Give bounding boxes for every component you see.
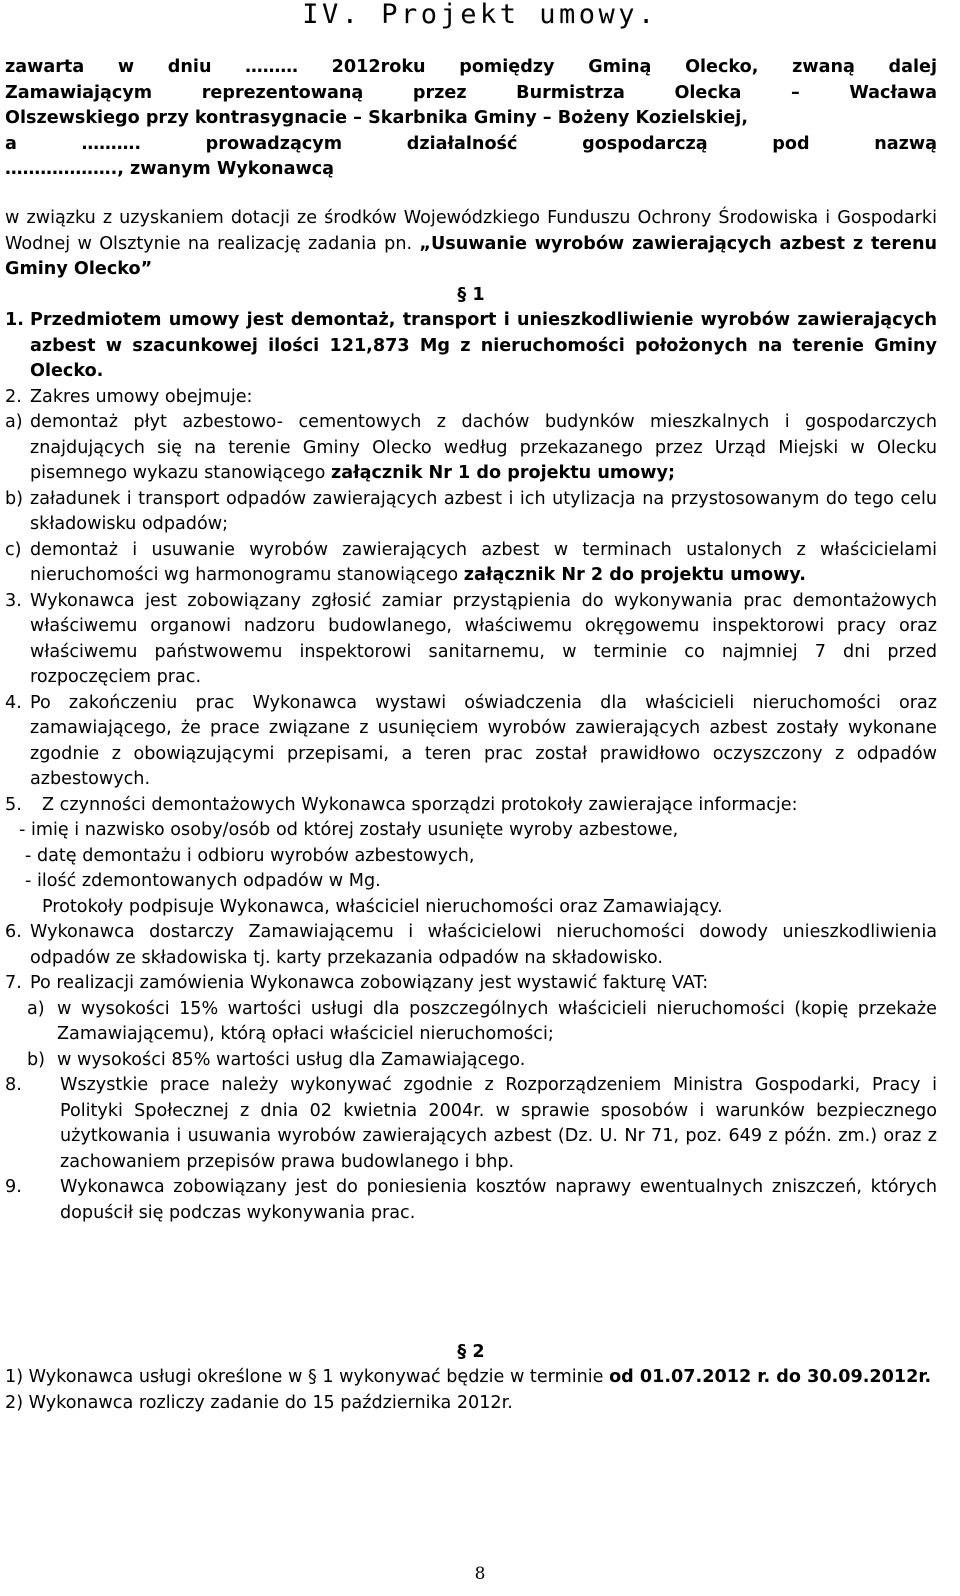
paragraph-text: Po realizacji zamówienia Wykonawca zobowiązany jest wystawić fakturę VAT: xyxy=(30,973,709,993)
paragraph-number: 3. xyxy=(5,590,22,611)
section-1-heading: § 1 xyxy=(457,285,485,305)
item-letter: c) xyxy=(5,539,22,560)
section-2-heading: § 2 xyxy=(457,1342,485,1362)
paragraph-text: Wykonawca jest zobowiązany zgłosić zamiar przystąpienia do wykonywania prac demontażowych właściwemu organowi nadzoru budowlanego, właściwemu okręgowemu inspektorowi pracy oraz właściwemu państwowemu inspektorowi sanitarnemu, w terminie co najmniej 7 dni przed rozpoczęciem prac. xyxy=(30,590,937,687)
attachment-reference: załącznik Nr 1 do projektu umowy; xyxy=(330,463,676,483)
task-name: „Usuwanie wyrobów zawierających azbest z terenu Gminy Olecko” xyxy=(5,233,937,279)
paragraph-2b xyxy=(5,487,937,538)
protocol-note: Protokoły podpisuje Wykonawca, właściciel nieruchomości oraz Zamawiający. xyxy=(42,896,723,917)
paragraph-number: 2. xyxy=(5,386,22,407)
paragraph-text: Po zakończeniu prac Wykonawca wystawi oświadczenia dla właścicieli nieruchomości oraz zamawiającego, że prace związane z usunięciem wyrobów zawierających azbest zostały wykonane zgodnie z obowiązującymi przepisami, a teren prac został prawidłowo oczyszczony z odpadów azbestowych. xyxy=(30,692,937,789)
paragraph-number: 9. xyxy=(5,1177,22,1197)
section-1-body xyxy=(5,308,937,1226)
paragraph-2 xyxy=(5,385,937,411)
paragraph-2c xyxy=(5,538,937,589)
section-2-paragraph-1 xyxy=(5,1365,937,1391)
item-letter: a) xyxy=(27,998,45,1019)
paragraph-2a xyxy=(5,410,937,487)
paragraph-text: Wykonawca zobowiązany jest do poniesienia kosztów naprawy ewentualnych zniszczeń, których dopuścił się podczas wykonywania prac. xyxy=(60,1177,937,1223)
paragraph-1 xyxy=(5,308,937,385)
protocol-item-1: - imię i nazwisko osoby/osób od której zostały usunięte wyroby azbestowe, xyxy=(19,820,679,840)
paragraph-9 xyxy=(5,1175,937,1226)
paragraph-text: Wykonawca dostarczy Zamawiającemu i właścicielowi nieruchomości dowody unieszkodliwienia odpadów ze składowiska tj. karty przekazania odpadów na składowisko. xyxy=(30,922,937,968)
item-text: demontaż płyt azbestowo- cementowych z dachów budynków mieszkalnych i gospodarczych znajdujących się na terenie Gminy Olecko według przekazanego przez Urząd Miejski w Olecku pisemnego wykazu stanowiącego xyxy=(30,412,937,483)
item-text: demontaż i usuwanie wyrobów zawierających azbest w terminach ustalonych z właścicielami nieruchomości wg harmonogramu stanowiącego xyxy=(30,539,937,585)
paragraph-text: Wszystkie prace należy wykonywać zgodnie z Rozporządzeniem Ministra Gospodarki, Pracy i Polityki Społecznej z dnia 02 kwietnia 2004r. w sprawie sposobów i warunków bezpiecznego użytkowania i usuwania wyrobów zawierających azbest (Dz. U. Nr 71, poz. 649 z późn. zm.) oraz z zachowaniem przepisów prawa budowlanego i bhp. xyxy=(60,1075,937,1172)
paragraph-number: 1. xyxy=(5,310,24,330)
paragraph-6 xyxy=(5,920,937,971)
protocol-item-2: - datę demontażu i odbioru wyrobów azbestowych, xyxy=(25,845,475,866)
paragraph-4 xyxy=(5,691,937,793)
protocol-item-3: - ilość zdemontowanych odpadów w Mg. xyxy=(25,871,381,891)
item-text: załadunek i transport odpadów zawierających azbest i ich utylizacja na przystosowanym do tego celu składowisku odpadów; xyxy=(30,488,937,534)
intro-line-1: zawarta w dniu ……… 2012roku pomiędzy Gminą Olecko, zwaną dalej xyxy=(5,57,937,77)
section-2-body xyxy=(5,1365,937,1416)
paragraph-number: 8. xyxy=(5,1075,22,1095)
intro-line-2: Zamawiającym reprezentowaną przez Burmistrza Olecka – Wacława xyxy=(5,82,937,103)
item-text: w wysokości 15% wartości usługi dla poszczególnych właścicieli nieruchomości (kopię przekaże Zamawiającemu), którą opłaci właściciel nieruchomości; xyxy=(57,998,937,1044)
paragraph-number: 5. xyxy=(5,794,22,815)
page-number: 8 xyxy=(474,1564,486,1584)
paragraph-number: 4. xyxy=(5,692,22,713)
paragraph-text: 1) Wykonawca usługi określone w § 1 wykonywać będzie w terminie xyxy=(5,1367,610,1387)
paragraph-7 xyxy=(5,971,937,997)
item-letter: b) xyxy=(5,488,24,509)
paragraph-text: Z czynności demontażowych Wykonawca sporządzi protokoły zawierające informacje: xyxy=(42,794,798,815)
paragraph-8 xyxy=(5,1073,937,1175)
attachment-reference: załącznik Nr 2 do projektu umowy. xyxy=(463,565,806,585)
intro-line-4: a ………. prowadzącym działalność gospodarczą pod nazwą xyxy=(5,133,937,154)
section-2-paragraph-2: 2) Wykonawca rozliczy zadanie do 15 października 2012r. xyxy=(5,1392,513,1413)
paragraph-number: 7. xyxy=(5,973,22,993)
paragraph-3 xyxy=(5,589,937,691)
contract-context xyxy=(5,206,937,283)
paragraph-text: Przedmiotem umowy jest demontaż, transport i unieszkodliwienie wyrobów zawierających azbest w szacunkowej ilości 121,873 Mg z nieruchomości położonych na terenie Gminy Olecko. xyxy=(30,310,937,381)
intro-line-5: ………………., zwanym Wykonawcą xyxy=(5,159,335,179)
document-title: IV. Projekt umowy. xyxy=(302,0,658,30)
contract-intro xyxy=(5,55,937,183)
intro-line-3: Olszewskiego przy kontrasygnacie – Skarbnika Gminy – Bożeny Kozielskiej, xyxy=(5,108,749,128)
paragraph-5 xyxy=(5,793,937,819)
term-dates: od 01.07.2012 r. do 30.09.2012r. xyxy=(609,1367,932,1387)
item-letter: b) xyxy=(27,1049,46,1070)
paragraph-number: 6. xyxy=(5,922,22,942)
context-text: w związku z uzyskaniem dotacji ze środków Wojewódzkiego Funduszu Ochrony Środowiska i Gospodarki Wodnej w Olsztynie na realizację zadania pn. xyxy=(5,208,937,254)
item-text: w wysokości 85% wartości usług dla Zamawiającego. xyxy=(57,1049,526,1070)
paragraph-text: Zakres umowy obejmuje: xyxy=(30,386,253,407)
paragraph-7b xyxy=(5,1048,937,1074)
item-letter: a) xyxy=(5,412,23,432)
paragraph-7a xyxy=(5,997,937,1048)
